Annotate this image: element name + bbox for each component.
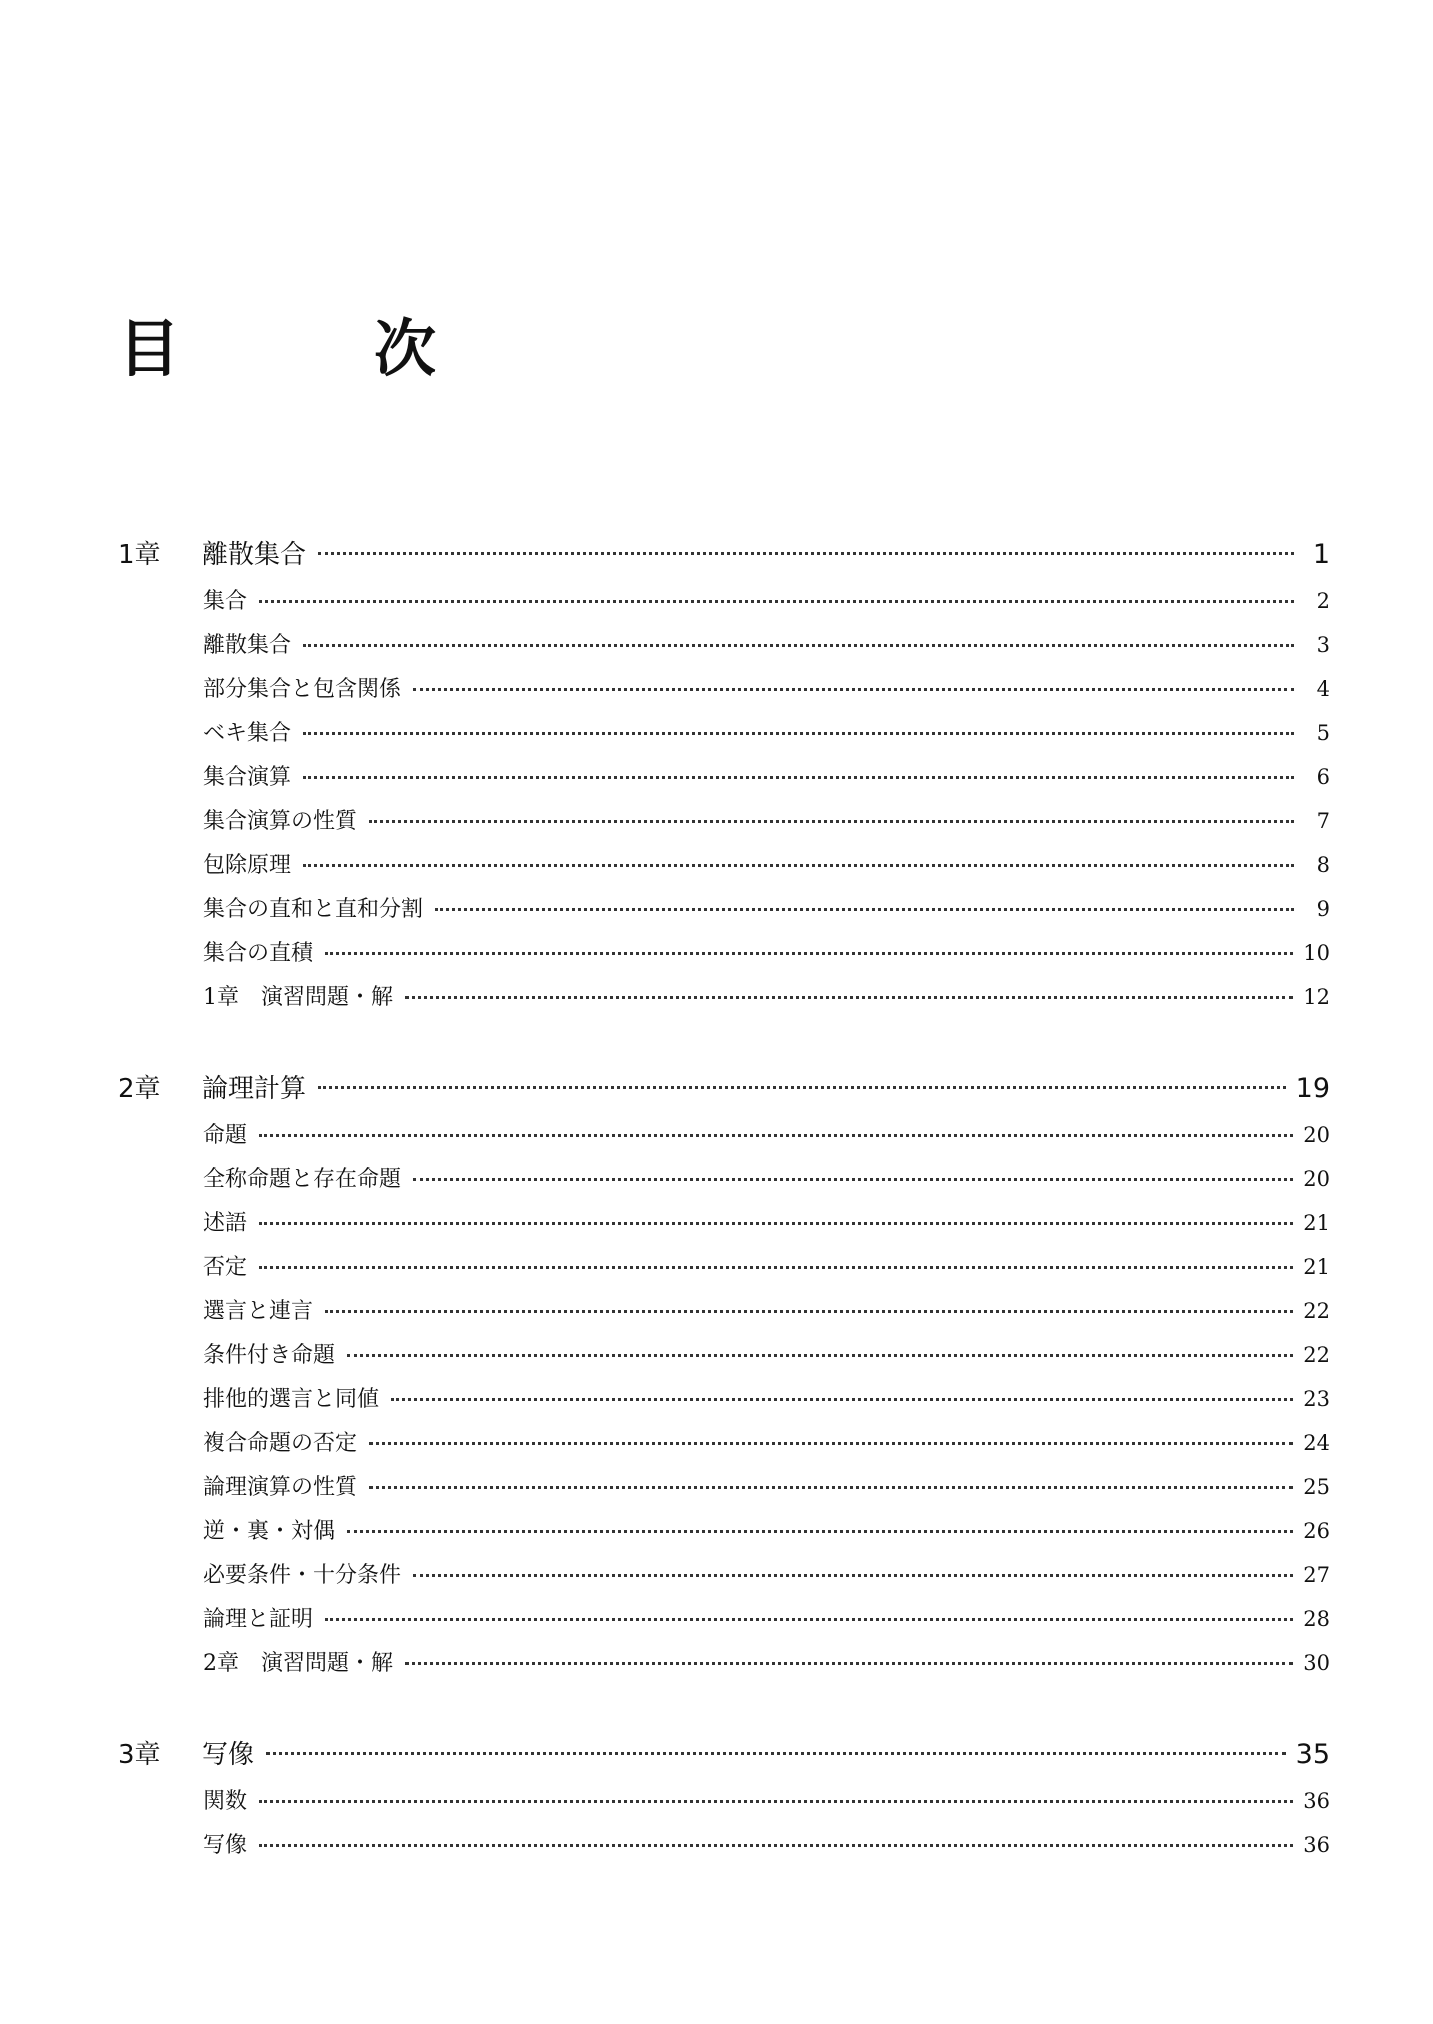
section-page-number: 9 [1316,897,1330,921]
dot-leader [259,600,1294,603]
section-title: 全称命題と存在命題 [203,1167,402,1192]
section-page-number: 3 [1316,633,1330,657]
section-page-number: 36 [1303,1789,1330,1813]
section-page-number: 36 [1303,1833,1330,1857]
dot-leader [318,552,1294,555]
toc-section[interactable] [203,1514,1330,1544]
toc-section[interactable] [203,1426,1330,1456]
toc-section[interactable] [203,760,1330,790]
section-title: 選言と連言 [203,1299,314,1324]
section-title: 複合命題の否定 [203,1431,358,1456]
dot-leader [318,1086,1286,1089]
section-page-number: 26 [1303,1519,1330,1543]
dot-leader [259,1266,1293,1269]
chapter-page-number: 1 [1312,539,1330,570]
section-title: 論理演算の性質 [203,1475,358,1500]
section-page-number: 20 [1303,1167,1330,1191]
toc-section[interactable] [203,584,1330,614]
section-page-number: 20 [1303,1123,1330,1147]
page-title: 目 次 [118,312,503,385]
chapter-label [118,1734,254,1771]
dot-leader [259,1844,1293,1847]
dot-leader [413,688,1294,691]
section-page-number: 2 [1316,589,1330,613]
section-page-number: 4 [1316,677,1330,701]
toc-section[interactable] [203,804,1330,834]
dot-leader [369,1442,1293,1445]
section-title: 排他的選言と同値 [203,1387,380,1412]
toc-chapter-1[interactable] [118,534,1330,568]
dot-leader [369,820,1294,823]
section-title: 集合の直和と直和分割 [203,897,424,922]
toc-chapter-3[interactable] [118,1734,1330,1768]
chapter-number: 1章 [118,540,161,570]
toc-section[interactable] [203,1602,1330,1632]
section-page-number: 27 [1303,1563,1330,1587]
toc-section[interactable] [203,1558,1330,1588]
dot-leader [303,864,1294,867]
section-title: 包除原理 [203,853,292,878]
dot-leader [325,1618,1293,1621]
dot-leader [303,732,1294,735]
dot-leader [405,1662,1293,1665]
toc-section[interactable] [203,716,1330,746]
toc-section[interactable] [203,1470,1330,1500]
section-title: 離散集合 [203,633,292,658]
section-title: 必要条件・十分条件 [203,1563,402,1588]
section-page-number: 8 [1316,853,1330,877]
section-page-number: 23 [1303,1387,1330,1411]
section-title: 述語 [203,1211,248,1236]
dot-leader [413,1178,1293,1181]
toc-section[interactable] [203,1294,1330,1324]
section-page-number: 21 [1303,1255,1330,1279]
section-title: 集合の直積 [203,941,314,966]
section-title: 2章 演習問題・解 [203,1651,393,1676]
dot-leader [325,1310,1293,1313]
section-title: 否定 [203,1255,248,1280]
chapter-page-number: 19 [1295,1073,1330,1104]
section-page-number: 6 [1316,765,1330,789]
section-title: 論理と証明 [203,1607,314,1632]
dot-leader [325,952,1293,955]
section-page-number: 7 [1316,809,1330,833]
chapter-title: 写像 [202,1740,255,1770]
section-page-number: 24 [1303,1431,1330,1455]
section-title: ベキ集合 [203,721,292,746]
dot-leader [405,996,1293,999]
section-page-number: 25 [1303,1475,1330,1499]
section-page-number: 21 [1303,1211,1330,1235]
chapter-label [118,534,306,571]
toc-section[interactable] [203,1162,1330,1192]
dot-leader [369,1486,1293,1489]
toc-section[interactable] [203,1646,1330,1676]
section-title: 部分集合と包含関係 [203,677,402,702]
section-page-number: 5 [1316,721,1330,745]
chapter-title: 論理計算 [202,1074,307,1104]
dot-leader [266,1752,1286,1755]
section-page-number: 28 [1303,1607,1330,1631]
chapter-label [118,1068,306,1105]
toc-section[interactable] [203,1118,1330,1148]
dot-leader [413,1574,1293,1577]
dot-leader [391,1398,1293,1401]
section-title: 命題 [203,1123,248,1148]
dot-leader [303,644,1294,647]
toc-section[interactable] [203,892,1330,922]
section-title: 逆・裏・対偶 [203,1519,336,1544]
toc-section[interactable] [203,1338,1330,1368]
toc-section[interactable] [203,1206,1330,1236]
section-title: 集合演算の性質 [203,809,358,834]
toc-section[interactable] [203,1250,1330,1280]
toc-section[interactable] [203,1784,1330,1814]
toc-section[interactable] [203,672,1330,702]
toc-chapter-2[interactable] [118,1068,1330,1102]
toc-section[interactable] [203,628,1330,658]
dot-leader [347,1354,1293,1357]
chapter-page-number: 35 [1295,1739,1330,1770]
section-title: 集合演算 [203,765,292,790]
section-title: 集合 [203,589,248,614]
chapter-number: 3章 [118,1740,161,1770]
toc-section[interactable] [203,1382,1330,1412]
section-page-number: 30 [1303,1651,1330,1675]
toc-section[interactable] [203,936,1330,966]
toc-section[interactable] [203,1828,1330,1858]
section-page-number: 22 [1303,1299,1330,1323]
chapter-title: 離散集合 [202,540,307,570]
section-page-number: 22 [1303,1343,1330,1367]
section-page-number: 12 [1303,985,1330,1009]
dot-leader [259,1134,1293,1137]
toc-section[interactable] [203,848,1330,878]
section-title: 1章 演習問題・解 [203,985,393,1010]
section-title: 写像 [203,1833,248,1858]
dot-leader [435,908,1294,911]
dot-leader [259,1800,1293,1803]
dot-leader [259,1222,1293,1225]
dot-leader [303,776,1294,779]
section-title: 関数 [203,1789,248,1814]
toc-section[interactable] [203,980,1330,1010]
dot-leader [347,1530,1293,1533]
chapter-number: 2章 [118,1074,161,1104]
section-page-number: 10 [1303,941,1330,965]
section-title: 条件付き命題 [203,1343,336,1368]
